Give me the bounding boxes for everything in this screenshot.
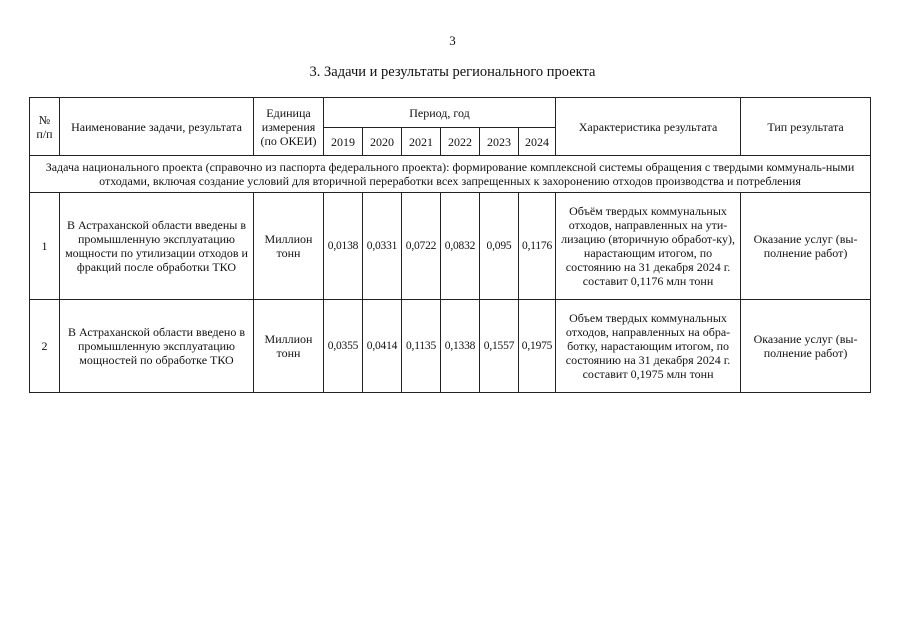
header-num: № п/п xyxy=(30,98,60,156)
table-row xyxy=(30,193,871,300)
results-table xyxy=(29,97,871,393)
row-value: 0,1975 xyxy=(519,300,556,393)
row-name: В Астраханской области введены в промышленную эксплуатацию мощности по утилизации отходов и фракций после обработки ТКО xyxy=(60,193,254,300)
section-title: 3. Задачи и результаты регионального проекта xyxy=(309,64,596,80)
row-value: 0,1176 xyxy=(519,193,556,300)
row-unit: Миллион тонн xyxy=(254,193,324,300)
header-year: 2023 xyxy=(480,128,519,156)
row-value: 0,095 xyxy=(480,193,519,300)
header-characteristic: Характеристика результата xyxy=(556,98,741,156)
table-row xyxy=(30,300,871,393)
header-year: 2024 xyxy=(519,128,556,156)
header-row xyxy=(30,98,871,128)
row-value: 0,0138 xyxy=(324,193,363,300)
row-type: Оказание услуг (вы-полнение работ) xyxy=(741,300,871,393)
row-value: 0,0331 xyxy=(363,193,402,300)
row-value: 0,1338 xyxy=(441,300,480,393)
row-value: 0,0722 xyxy=(402,193,441,300)
header-unit: Единица измерения (по ОКЕИ) xyxy=(254,98,324,156)
header-year: 2021 xyxy=(402,128,441,156)
row-num: 2 xyxy=(30,300,60,393)
row-value: 0,0832 xyxy=(441,193,480,300)
row-value: 0,0355 xyxy=(324,300,363,393)
row-characteristic: Объём твердых коммунальных отходов, направленных на ути-лизацию (вторичную обработ-ку), нарастающим итогом, по состоянию на 31 декабря 2024 г. составит 0,1176 млн тонн xyxy=(556,193,741,300)
row-num: 1 xyxy=(30,193,60,300)
header-name: Наименование задачи, результата xyxy=(60,98,254,156)
row-name: В Астраханской области введено в промышленную эксплуатацию мощностей по обработке ТКО xyxy=(60,300,254,393)
row-type: Оказание услуг (вы-полнение работ) xyxy=(741,193,871,300)
header-year: 2020 xyxy=(363,128,402,156)
row-unit: Миллион тонн xyxy=(254,300,324,393)
row-value: 0,0414 xyxy=(363,300,402,393)
page-number: 3 xyxy=(449,33,456,48)
header-year: 2019 xyxy=(324,128,363,156)
header-period: Период, год xyxy=(324,98,556,128)
national-task: Задача национального проекта (справочно из паспорта федерального проекта): формирование комплексной системы обращения с твердыми коммуналь-ными отходами, включая создание условий для вторичной переработки всех запрещенных к захоронению отходов производства и потребления xyxy=(30,156,871,193)
header-year: 2022 xyxy=(441,128,480,156)
header-type: Тип результата xyxy=(741,98,871,156)
row-value: 0,1557 xyxy=(480,300,519,393)
row-characteristic: Объем твердых коммунальных отходов, направленных на обра-ботку, нарастающим итогом, по состоянию на 31 декабря 2024 г. составит 0,1975 млн тонн xyxy=(556,300,741,393)
row-value: 0,1135 xyxy=(402,300,441,393)
national-task-row xyxy=(30,156,871,193)
